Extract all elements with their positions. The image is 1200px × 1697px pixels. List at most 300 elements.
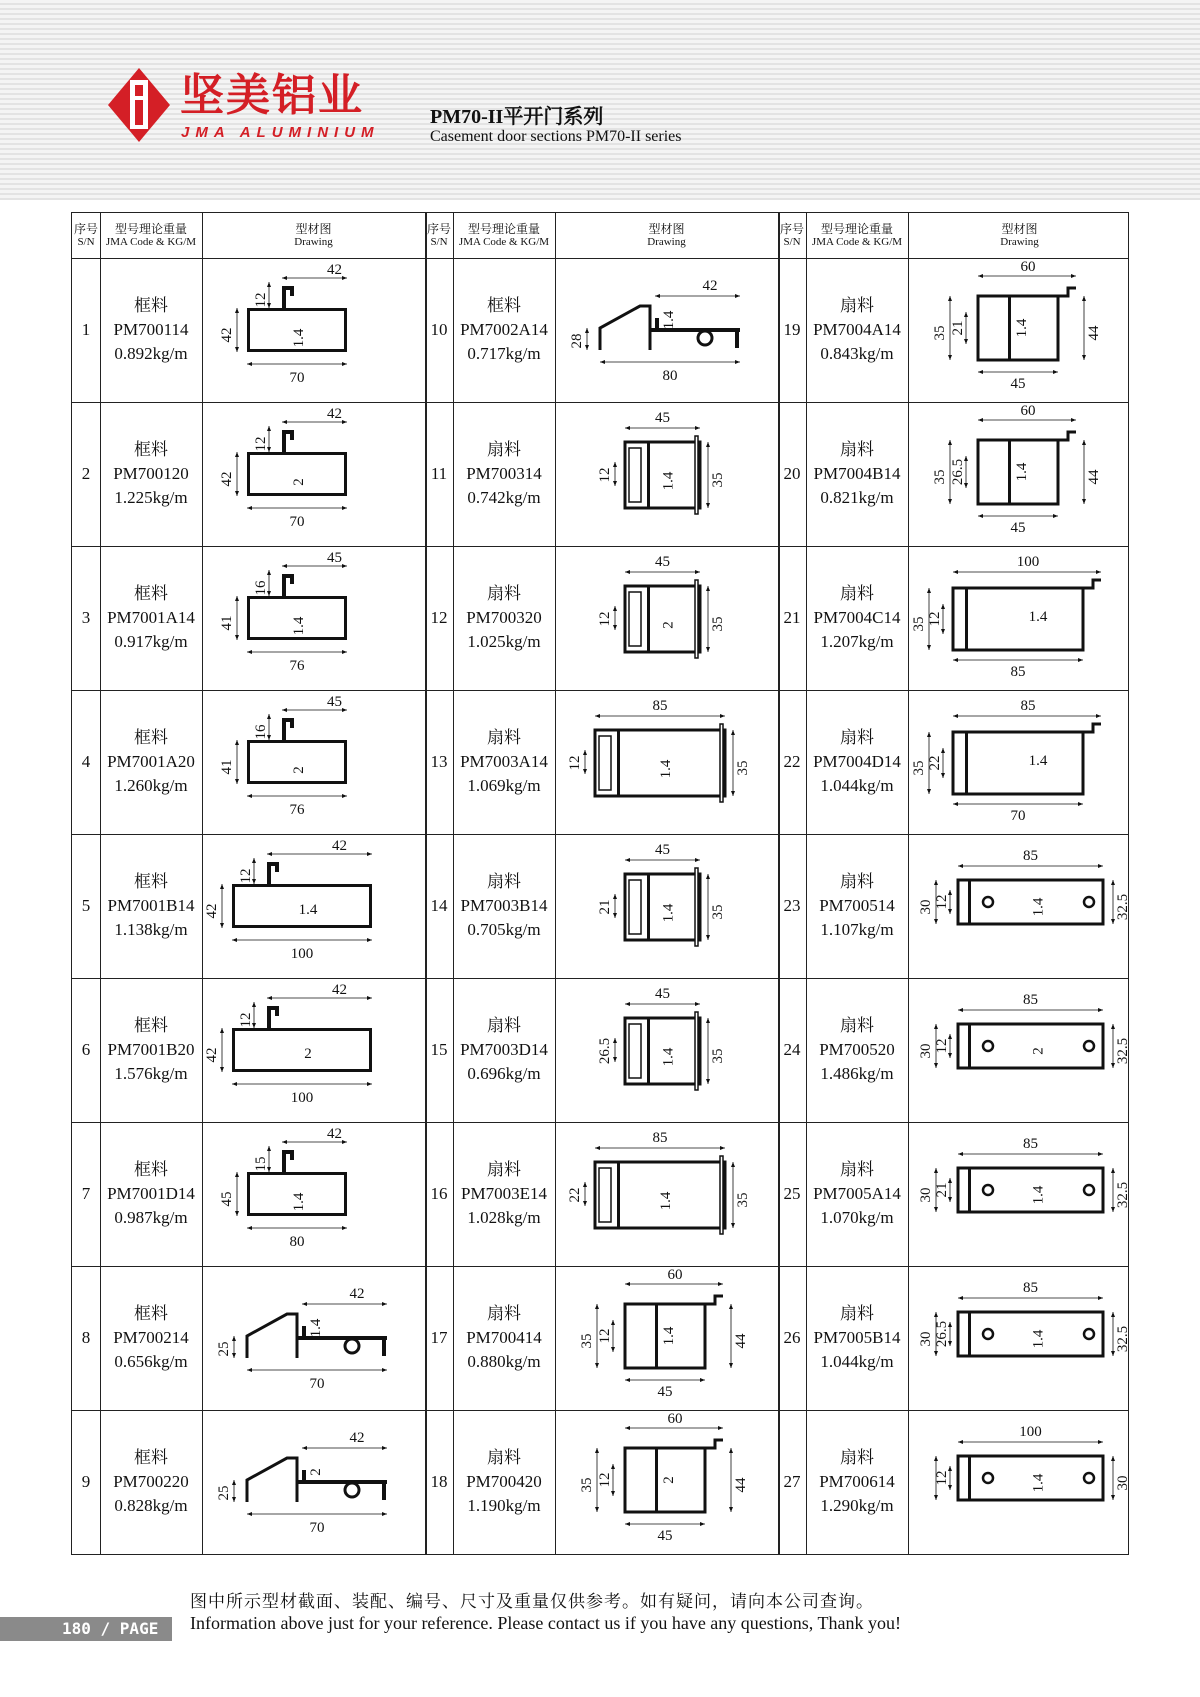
profile-section [953, 724, 1101, 794]
dimension-label: 32.5 [1115, 1181, 1131, 1209]
profile-drawing [202, 546, 425, 690]
profile-type: 框料 [134, 728, 168, 747]
dimension-label: 85 [1023, 1136, 1038, 1152]
profile-type: 扇料 [487, 1160, 521, 1179]
profile-code: PM7001A14 [107, 608, 195, 627]
dimension-label: 21 [934, 1182, 950, 1198]
profile-drawing-svg [908, 978, 1131, 1122]
profile-code: PM7003A14 [460, 752, 548, 771]
header-sn-en: S/N [77, 235, 95, 248]
dimension-label: 12 [238, 1012, 254, 1028]
profile-code: PM7004B14 [813, 464, 901, 483]
profile-drawing [555, 258, 778, 402]
dimension-label: 44 [1086, 325, 1102, 341]
dimension-label: 45 [1010, 376, 1026, 392]
profile-code-cell [453, 978, 555, 1122]
dimension-label: 25 [216, 1485, 232, 1501]
profile-code-cell [806, 1266, 908, 1410]
profile-code-cell [806, 690, 908, 834]
dimension-label: 1.4 [658, 1191, 674, 1211]
header-drawing-en: Drawing [294, 235, 333, 248]
header-sn-en: S/N [430, 235, 448, 248]
serial-number: 20 [783, 464, 801, 483]
profile-type: 扇料 [840, 872, 874, 891]
dimension-label: 1.4 [298, 902, 318, 918]
profile-drawing-svg [908, 1122, 1131, 1266]
profile-type: 扇料 [487, 1016, 521, 1035]
dimension-label: 41 [219, 615, 235, 631]
profile-code: PM7005B14 [813, 1328, 901, 1347]
dimension-label: 2 [1030, 1047, 1047, 1055]
profile-code: PM7003E14 [461, 1184, 547, 1203]
dimension-label: 1.4 [1014, 462, 1030, 482]
profile-drawing [555, 978, 778, 1122]
profile-section [953, 580, 1101, 650]
profile-type: 框料 [134, 1160, 168, 1179]
profile-type: 框料 [134, 872, 168, 891]
profile-code-cell [100, 1266, 202, 1410]
dimension-label: 30 [918, 1331, 934, 1347]
dimension-label: 80 [289, 1234, 305, 1250]
header-sn-cn: 序号 [779, 221, 804, 236]
header-drawing [555, 213, 778, 258]
dimension-label: 35 [579, 1333, 595, 1349]
dimension-label: 30 [1115, 1475, 1131, 1491]
profile-type: 扇料 [840, 728, 874, 747]
profile-code-cell [806, 402, 908, 546]
profile-weight: 0.656kg/m [114, 1352, 188, 1371]
profile-weight: 1.576kg/m [114, 1064, 188, 1083]
header-sn [778, 213, 806, 258]
profile-drawing [908, 978, 1131, 1122]
dimension-label: 76 [289, 658, 305, 674]
profile-code-cell [100, 546, 202, 690]
dimension-label: 85 [1023, 848, 1038, 864]
profile-drawing [202, 1266, 425, 1410]
dimension-label: 45 [655, 554, 670, 570]
profile-section [625, 1440, 723, 1512]
dimension-label: 35 [710, 904, 726, 920]
dimension-label: 2 [660, 621, 677, 629]
dimension-label: 1.4 [658, 759, 674, 779]
serial-number: 26 [783, 1328, 801, 1347]
profile-code: PM700320 [466, 608, 542, 627]
dimension-label: 100 [290, 946, 314, 962]
profile-type: 框料 [134, 584, 168, 603]
profile-weight: 0.821kg/m [820, 488, 894, 507]
dimension-label: 42 [702, 278, 718, 294]
profile-drawing-svg [202, 1122, 425, 1266]
header-code-cn: 型号理论重量 [467, 221, 540, 236]
dimension-label: 1.4 [308, 1318, 324, 1338]
profile-code: PM700314 [466, 464, 542, 483]
brand-name-cn: 坚美铝业 [180, 70, 364, 121]
profile-code: PM700614 [819, 1472, 895, 1491]
page-number: 180 / PAGE [62, 1619, 159, 1638]
profile-code-cell [453, 690, 555, 834]
dimension-label: 25 [216, 1341, 232, 1357]
profile-code-cell [806, 1122, 908, 1266]
profile-code: PM7003B14 [460, 896, 548, 915]
profile-weight: 0.892kg/m [114, 344, 188, 363]
profile-code-cell [100, 1122, 202, 1266]
profile-weight: 0.828kg/m [114, 1496, 188, 1515]
dimension-label: 70 [289, 514, 305, 530]
dimension-label: 26.5 [934, 1320, 950, 1348]
footer-note-cn: 图中所示型材截面、装配、编号、尺寸及重量仅供参考。如有疑问，请向本公司查询。 [190, 1592, 874, 1612]
profile-drawing [202, 402, 425, 546]
serial-number: 24 [783, 1040, 801, 1059]
dimension-label: 60 [1020, 259, 1036, 275]
profile-type: 框料 [134, 1448, 168, 1467]
profile-section [958, 1024, 1103, 1068]
profile-weight: 0.742kg/m [467, 488, 541, 507]
profile-type: 框料 [134, 1016, 168, 1035]
dimension-label: 41 [219, 759, 235, 775]
profile-type: 扇料 [487, 584, 521, 603]
profile-weight: 1.044kg/m [820, 1352, 894, 1371]
dimension-label: 35 [710, 472, 726, 488]
profile-code: PM700120 [113, 464, 189, 483]
profile-code: PM7002A14 [460, 320, 548, 339]
dimension-label: 1.4 [1030, 1473, 1047, 1493]
profile-section [247, 740, 347, 784]
profile-code-cell [100, 690, 202, 834]
dimension-label: 100 [290, 1090, 314, 1106]
profile-drawing-svg [202, 258, 425, 402]
dimension-label: 1.4 [1030, 1329, 1047, 1349]
dimension-label: 2 [308, 1468, 324, 1476]
profile-type: 框料 [487, 296, 521, 315]
dimension-label: 35 [710, 616, 726, 632]
serial-number: 12 [430, 608, 448, 627]
profile-code-cell [453, 258, 555, 402]
profile-drawing [908, 690, 1131, 834]
profile-type: 扇料 [487, 728, 521, 747]
profile-drawing-svg [202, 546, 425, 690]
dimension-label: 42 [332, 982, 347, 998]
dimension-label: 35 [932, 469, 948, 485]
profile-type: 扇料 [840, 296, 874, 315]
serial-number: 11 [430, 464, 448, 483]
profile-weight: 1.138kg/m [114, 920, 188, 939]
dimension-label: 45 [1010, 520, 1026, 536]
profile-weight: 1.044kg/m [820, 776, 894, 795]
dimension-label: 1.4 [291, 328, 307, 348]
dimension-label: 16 [253, 580, 269, 596]
profile-code: PM7001B20 [107, 1040, 195, 1059]
profile-code: PM7001B14 [107, 896, 195, 915]
dimension-label: 42 [327, 1126, 342, 1142]
dimension-label: 12 [934, 1038, 950, 1054]
profile-drawing-svg [908, 690, 1131, 834]
serial-number: 21 [783, 608, 801, 627]
profile-drawing-svg [202, 402, 425, 546]
profile-drawing-svg [202, 1410, 425, 1554]
profile-type: 扇料 [487, 440, 521, 459]
dimension-label: 2 [304, 1046, 312, 1062]
profile-code-cell [453, 546, 555, 690]
footer-note-en: Information above just for your reference. Please contact us if you have any questions, Thank you! [190, 1613, 901, 1633]
dimension-label: 12 [927, 611, 943, 627]
profile-code-cell [806, 258, 908, 402]
profile-code-cell [100, 402, 202, 546]
profile-drawing [908, 834, 1131, 978]
dimension-label: 1.4 [291, 1192, 307, 1212]
header-sn-en: S/N [783, 235, 801, 248]
serial-number: 15 [430, 1040, 448, 1059]
profile-drawing [908, 1122, 1131, 1266]
dimension-label: 32.5 [1115, 893, 1131, 921]
dimension-label: 1.4 [1030, 897, 1047, 917]
profile-weight: 1.069kg/m [467, 776, 541, 795]
profile-code: PM700414 [466, 1328, 542, 1347]
profile-drawing-svg [908, 402, 1131, 546]
dimension-label: 45 [655, 986, 670, 1002]
dimension-label: 12 [597, 467, 613, 483]
serial-number: 5 [81, 896, 91, 915]
profile-weight: 0.917kg/m [114, 632, 188, 651]
dimension-label: 35 [932, 325, 948, 341]
profile-type: 扇料 [840, 1016, 874, 1035]
dimension-label: 45 [655, 410, 670, 426]
dimension-label: 12 [238, 868, 254, 884]
header-sn-cn: 序号 [73, 221, 98, 236]
profile-table [71, 212, 1129, 1555]
profile-drawing-svg [555, 1410, 778, 1554]
dimension-label: 2 [661, 1476, 677, 1484]
dimension-label: 12 [934, 894, 950, 910]
serial-number: 2 [81, 464, 91, 483]
profile-weight: 0.880kg/m [467, 1352, 541, 1371]
profile-code: PM7001D14 [107, 1184, 195, 1203]
dimension-label: 12 [253, 436, 269, 452]
profile-weight: 1.107kg/m [820, 920, 894, 939]
profile-drawing [555, 690, 778, 834]
profile-type: 扇料 [487, 1304, 521, 1323]
serial-number: 18 [430, 1472, 448, 1491]
dimension-label: 12 [597, 1472, 613, 1488]
dimension-label: 85 [652, 698, 668, 714]
profile-code-cell [100, 834, 202, 978]
profile-drawing-svg [908, 834, 1131, 978]
profile-drawing [908, 258, 1131, 402]
dimension-label: 80 [662, 368, 678, 384]
profile-weight: 0.717kg/m [467, 344, 541, 363]
profile-code: PM700114 [113, 320, 189, 339]
profile-code: PM7005A14 [813, 1184, 901, 1203]
dimension-label: 21 [597, 899, 613, 915]
serial-number: 27 [783, 1472, 801, 1491]
dimension-label: 35 [579, 1477, 595, 1493]
dimension-label: 44 [733, 1333, 749, 1349]
dimension-label: 32.5 [1115, 1325, 1131, 1353]
dimension-label: 42 [204, 1047, 220, 1063]
serial-number: 19 [783, 320, 801, 339]
dimension-label: 45 [219, 1191, 235, 1207]
dimension-label: 12 [597, 611, 613, 627]
dimension-label: 42 [327, 262, 342, 278]
header-code-cn: 型号理论重量 [820, 221, 893, 236]
profile-drawing [555, 402, 778, 546]
serial-number: 4 [81, 752, 91, 771]
profile-code-cell [806, 834, 908, 978]
header-drawing-en: Drawing [1000, 235, 1039, 248]
profile-weight: 0.843kg/m [820, 344, 894, 363]
header-drawing-cn: 型材图 [1001, 221, 1038, 236]
dimension-label: 30 [918, 1187, 934, 1203]
dimension-label: 22 [567, 1187, 583, 1203]
dimension-label: 1.4 [291, 616, 307, 636]
header-code [453, 213, 555, 258]
dimension-label: 12 [253, 292, 269, 308]
profile-section [247, 452, 347, 496]
dimension-label: 45 [327, 550, 342, 566]
dimension-label: 60 [667, 1411, 683, 1427]
serial-number: 14 [430, 896, 448, 915]
dimension-label: 60 [1020, 403, 1036, 419]
dimension-label: 45 [657, 1384, 673, 1400]
dimension-label: 44 [733, 1477, 749, 1493]
header-code-en: JMA Code & KG/M [458, 235, 550, 248]
dimension-label: 85 [1010, 664, 1026, 680]
brand-name-en: JMA ALUMINIUM [181, 124, 380, 141]
profile-code: PM7004D14 [813, 752, 901, 771]
profile-section [625, 580, 700, 658]
profile-section [247, 1458, 387, 1502]
dimension-label: 85 [652, 1130, 668, 1146]
profile-type: 框料 [134, 1304, 168, 1323]
profile-type: 框料 [134, 440, 168, 459]
profile-weight: 1.025kg/m [467, 632, 541, 651]
profile-weight: 1.070kg/m [820, 1208, 894, 1227]
dimension-label: 1.4 [1014, 318, 1030, 338]
profile-code: PM7004A14 [813, 320, 901, 339]
profile-code-cell [453, 402, 555, 546]
dimension-label: 1.4 [660, 1047, 677, 1067]
header-sn [72, 213, 100, 258]
profile-code-cell [453, 1410, 555, 1554]
profile-code-cell [100, 258, 202, 402]
dimension-label: 1.4 [1028, 753, 1048, 769]
dimension-label: 28 [569, 333, 585, 349]
serial-number: 8 [81, 1328, 91, 1347]
profile-code: PM700520 [819, 1040, 895, 1059]
profile-weight: 1.190kg/m [467, 1496, 541, 1515]
profile-code-cell [453, 834, 555, 978]
dimension-label: 1.4 [660, 903, 677, 923]
dimension-label: 45 [657, 1528, 673, 1544]
profile-code-cell [806, 546, 908, 690]
profile-code-cell [453, 1122, 555, 1266]
profile-type: 扇料 [840, 584, 874, 603]
profile-section [232, 1028, 372, 1072]
profile-drawing [202, 258, 425, 402]
series-title-en: Casement door sections PM70-II series [430, 128, 682, 145]
dimension-label: 100 [1019, 1424, 1042, 1440]
dimension-label: 30 [918, 899, 934, 915]
profile-drawing [202, 690, 425, 834]
dimension-label: 2 [291, 478, 307, 486]
dimension-label: 2 [291, 766, 307, 774]
profile-weight: 1.028kg/m [467, 1208, 541, 1227]
profile-weight: 1.225kg/m [114, 488, 188, 507]
serial-number: 16 [430, 1184, 448, 1203]
header-code-en: JMA Code & KG/M [811, 235, 903, 248]
profile-weight: 1.486kg/m [820, 1064, 894, 1083]
profile-drawing [555, 1410, 778, 1554]
profile-code: PM7004C14 [813, 608, 901, 627]
serial-number: 17 [430, 1328, 448, 1347]
profile-code: PM700514 [819, 896, 895, 915]
dimension-label: 35 [911, 760, 927, 776]
profile-drawing-svg [555, 978, 778, 1122]
dimension-label: 45 [655, 842, 670, 858]
profile-type: 扇料 [840, 1160, 874, 1179]
dimension-label: 1.4 [1030, 1185, 1047, 1205]
profile-drawing-svg [555, 1266, 778, 1410]
profile-drawing [555, 1266, 778, 1410]
profile-drawing [908, 402, 1131, 546]
dimension-label: 35 [735, 1192, 751, 1208]
serial-number: 23 [783, 896, 801, 915]
dimension-label: 76 [289, 802, 305, 818]
profile-drawing-svg [555, 402, 778, 546]
profile-type: 框料 [134, 296, 168, 315]
header-code [100, 213, 202, 258]
serial-number: 1 [81, 320, 91, 339]
header-drawing [908, 213, 1131, 258]
header-drawing-en: Drawing [647, 235, 686, 248]
profile-drawing-svg [908, 258, 1131, 402]
serial-number: 22 [783, 752, 801, 771]
profile-type: 扇料 [840, 1448, 874, 1467]
dimension-label: 22 [927, 755, 943, 771]
dimension-label: 30 [918, 1043, 934, 1059]
profile-code: PM700420 [466, 1472, 542, 1491]
dimension-label: 21 [950, 320, 966, 336]
dimension-label: 26.5 [950, 458, 966, 486]
dimension-label: 12 [567, 755, 583, 771]
dimension-label: 42 [219, 327, 235, 343]
dimension-label: 42 [327, 406, 342, 422]
dimension-label: 85 [1020, 698, 1036, 714]
profile-weight: 1.260kg/m [114, 776, 188, 795]
dimension-label: 12 [597, 1328, 613, 1344]
profile-type: 扇料 [487, 1448, 521, 1467]
dimension-label: 42 [204, 903, 220, 919]
dimension-label: 60 [667, 1267, 683, 1283]
serial-number: 13 [430, 752, 448, 771]
profile-weight: 1.207kg/m [820, 632, 894, 651]
profile-drawing-svg [908, 1266, 1131, 1410]
profile-drawing-svg [908, 546, 1131, 690]
profile-drawing-svg [555, 546, 778, 690]
profile-weight: 0.987kg/m [114, 1208, 188, 1227]
profile-drawing-svg [555, 690, 778, 834]
header-drawing-cn: 型材图 [648, 221, 685, 236]
dimension-label: 42 [349, 1430, 365, 1446]
dimension-label: 85 [1023, 1280, 1038, 1296]
dimension-label: 35 [911, 616, 927, 632]
serial-number: 7 [81, 1184, 91, 1203]
profile-drawing-svg [555, 834, 778, 978]
dimension-label: 45 [327, 694, 342, 710]
dimension-label: 12 [934, 1470, 950, 1486]
dimension-label: 1.4 [661, 1326, 677, 1346]
dimension-label: 42 [219, 471, 235, 487]
serial-number: 25 [783, 1184, 801, 1203]
